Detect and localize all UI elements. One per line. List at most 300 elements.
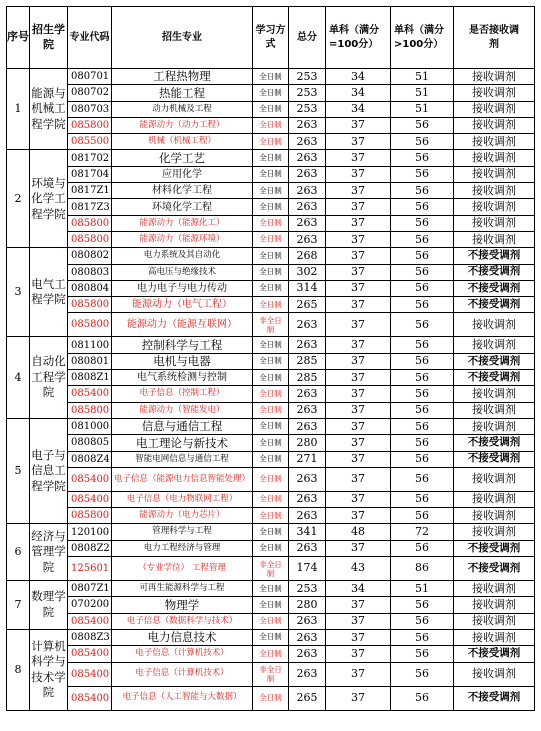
table-row <box>7 686 535 710</box>
adjust-status: 不接受调剂 <box>454 297 535 313</box>
table-row <box>7 646 535 662</box>
single-score-over-100: 56 <box>391 117 454 133</box>
major-code: 0808Z2 <box>68 540 112 556</box>
total-score: 268 <box>289 248 326 264</box>
adjust-status: 不接受调剂 <box>454 686 535 710</box>
single-score-over-100: 56 <box>391 353 454 369</box>
major-code: 120100 <box>68 524 112 540</box>
study-mode: 全日制 <box>253 248 289 264</box>
major-name: 动力机械及工程 <box>112 101 253 117</box>
college-name: 电气工程学院 <box>30 248 68 337</box>
total-score: 302 <box>289 264 326 280</box>
single-score-over-100: 56 <box>391 215 454 231</box>
single-score-100: 37 <box>326 215 391 231</box>
header-major: 招生专业 <box>112 7 253 69</box>
major-name: 环境化学工程 <box>112 199 253 215</box>
study-mode: 全日制 <box>253 524 289 540</box>
single-score-100: 37 <box>326 386 391 402</box>
major-code: 070200 <box>68 597 112 613</box>
single-score-100: 37 <box>326 613 391 629</box>
total-score: 263 <box>289 386 326 402</box>
table-row <box>7 134 535 150</box>
total-score: 263 <box>289 231 326 247</box>
major-name: 管理科学与工程 <box>112 524 253 540</box>
total-score: 263 <box>289 183 326 199</box>
study-mode: 全日制 <box>253 166 289 182</box>
total-score: 263 <box>289 646 326 662</box>
major-name: 可再生能源科学与工程 <box>112 581 253 597</box>
single-score-100: 37 <box>326 313 391 337</box>
single-score-100: 37 <box>326 353 391 369</box>
single-score-100: 37 <box>326 264 391 280</box>
total-score: 253 <box>289 101 326 117</box>
study-mode: 全日制 <box>253 418 289 434</box>
single-score-over-100: 56 <box>391 491 454 507</box>
major-name: 能源动力（动力工程） <box>112 117 253 133</box>
major-name: 材料化学工程 <box>112 183 253 199</box>
single-score-100: 37 <box>326 508 391 524</box>
study-mode: 全日制 <box>253 597 289 613</box>
study-mode: 全日制 <box>253 337 289 353</box>
row-seq: 1 <box>7 69 30 150</box>
adjust-status: 接收调剂 <box>454 662 535 686</box>
major-name: 电子信息（能源电力信息智能处理） <box>112 467 253 491</box>
single-score-over-100: 56 <box>391 248 454 264</box>
table-row <box>7 280 535 296</box>
study-mode: 全日制 <box>253 629 289 645</box>
single-score-100: 37 <box>326 337 391 353</box>
single-score-over-100: 56 <box>391 150 454 166</box>
single-score-over-100: 86 <box>391 557 454 581</box>
table-row <box>7 581 535 597</box>
total-score: 285 <box>289 370 326 386</box>
adjust-status: 接收调剂 <box>454 85 535 101</box>
header-code: 专业代码 <box>68 7 112 69</box>
single-score-100: 37 <box>326 231 391 247</box>
single-score-100: 37 <box>326 134 391 150</box>
single-score-over-100: 56 <box>391 540 454 556</box>
total-score: 263 <box>289 150 326 166</box>
major-name: 电子信息（电力物联网工程） <box>112 491 253 507</box>
major-name: 电力电子与电力传动 <box>112 280 253 296</box>
major-name: 电子信息（数据科学与技术） <box>112 613 253 629</box>
row-seq: 6 <box>7 524 30 581</box>
study-mode: 全日制 <box>253 435 289 451</box>
major-code: 085400 <box>68 491 112 507</box>
total-score: 174 <box>289 557 326 581</box>
single-score-100: 37 <box>326 597 391 613</box>
table-row <box>7 101 535 117</box>
table-row <box>7 231 535 247</box>
adjust-status: 接收调剂 <box>454 418 535 434</box>
adjust-status: 接收调剂 <box>454 629 535 645</box>
admission-table <box>6 6 535 711</box>
major-code: 080702 <box>68 85 112 101</box>
header-single-100: 单科（满分=100分） <box>326 7 391 69</box>
study-mode: 全日制 <box>253 150 289 166</box>
adjust-status: 接收调剂 <box>454 166 535 182</box>
total-score: 253 <box>289 69 326 85</box>
adjust-status: 接收调剂 <box>454 134 535 150</box>
study-mode: 全日制 <box>253 402 289 418</box>
row-seq: 8 <box>7 629 30 710</box>
major-code: 080801 <box>68 353 112 369</box>
single-score-over-100: 56 <box>391 386 454 402</box>
college-name: 能源与机械工程学院 <box>30 69 68 150</box>
study-mode: 全日制 <box>253 264 289 280</box>
single-score-100: 37 <box>326 435 391 451</box>
table-row <box>7 248 535 264</box>
table-row <box>7 117 535 133</box>
header-college: 招生学院 <box>30 7 68 69</box>
single-score-over-100: 56 <box>391 402 454 418</box>
adjust-status: 不接受调剂 <box>454 248 535 264</box>
table-row <box>7 264 535 280</box>
single-score-100: 37 <box>326 418 391 434</box>
single-score-over-100: 56 <box>391 662 454 686</box>
study-mode: 非全日 制 <box>253 557 289 581</box>
table-row <box>7 524 535 540</box>
major-code: 085800 <box>68 231 112 247</box>
study-mode: 全日制 <box>253 231 289 247</box>
major-code: 085800 <box>68 402 112 418</box>
row-seq: 3 <box>7 248 30 337</box>
table-row <box>7 69 535 85</box>
total-score: 263 <box>289 467 326 491</box>
major-code: 081100 <box>68 337 112 353</box>
study-mode: 全日制 <box>253 451 289 467</box>
single-score-over-100: 56 <box>391 264 454 280</box>
study-mode: 全日制 <box>253 370 289 386</box>
single-score-over-100: 56 <box>391 686 454 710</box>
single-score-100: 37 <box>326 467 391 491</box>
single-score-over-100: 56 <box>391 435 454 451</box>
header-row <box>7 7 535 69</box>
major-name: 电工理论与新技术 <box>112 435 253 451</box>
adjust-status: 不接受调剂 <box>454 264 535 280</box>
single-score-100: 37 <box>326 370 391 386</box>
total-score: 285 <box>289 353 326 369</box>
single-score-over-100: 51 <box>391 101 454 117</box>
single-score-100: 37 <box>326 540 391 556</box>
major-name: 热能工程 <box>112 85 253 101</box>
major-code: 080805 <box>68 435 112 451</box>
major-name: 电力系统及其自动化 <box>112 248 253 264</box>
table-row <box>7 370 535 386</box>
major-name: （专业学位） 工程管理 <box>112 557 253 581</box>
major-name: 电力信息技术 <box>112 629 253 645</box>
header-total: 总分 <box>289 7 326 69</box>
college-name: 自动化工程学院 <box>30 337 68 418</box>
major-code: 081704 <box>68 166 112 182</box>
major-code: 080701 <box>68 69 112 85</box>
major-code: 080703 <box>68 101 112 117</box>
single-score-over-100: 56 <box>391 646 454 662</box>
total-score: 280 <box>289 435 326 451</box>
single-score-over-100: 56 <box>391 418 454 434</box>
adjust-status: 接收调剂 <box>454 231 535 247</box>
study-mode: 全日制 <box>253 117 289 133</box>
single-score-100: 34 <box>326 581 391 597</box>
single-score-100: 37 <box>326 183 391 199</box>
major-name: 能源动力（能源互联网） <box>112 313 253 337</box>
adjust-status: 接收调剂 <box>454 150 535 166</box>
single-score-over-100: 56 <box>391 337 454 353</box>
total-score: 263 <box>289 215 326 231</box>
single-score-over-100: 56 <box>391 370 454 386</box>
table-row <box>7 166 535 182</box>
single-score-100: 37 <box>326 402 391 418</box>
major-name: 应用化学 <box>112 166 253 182</box>
total-score: 263 <box>289 613 326 629</box>
adjust-status: 接收调剂 <box>454 508 535 524</box>
total-score: 263 <box>289 199 326 215</box>
table-row <box>7 613 535 629</box>
adjust-status: 不接受调剂 <box>454 353 535 369</box>
table-row <box>7 85 535 101</box>
study-mode: 全日制 <box>253 467 289 491</box>
study-mode: 全日制 <box>253 101 289 117</box>
total-score: 263 <box>289 337 326 353</box>
study-mode: 全日制 <box>253 134 289 150</box>
single-score-over-100: 56 <box>391 613 454 629</box>
major-code: 080802 <box>68 248 112 264</box>
major-code: 0808Z1 <box>68 370 112 386</box>
single-score-over-100: 56 <box>391 297 454 313</box>
major-code: 085800 <box>68 508 112 524</box>
total-score: 280 <box>289 597 326 613</box>
major-code: 085400 <box>68 646 112 662</box>
single-score-over-100: 51 <box>391 85 454 101</box>
adjust-status: 接收调剂 <box>454 491 535 507</box>
single-score-over-100: 51 <box>391 69 454 85</box>
table-row <box>7 199 535 215</box>
single-score-over-100: 56 <box>391 134 454 150</box>
table-row <box>7 508 535 524</box>
table-row <box>7 451 535 467</box>
adjust-status: 不接受调剂 <box>454 540 535 556</box>
single-score-over-100: 56 <box>391 467 454 491</box>
adjust-status: 接收调剂 <box>454 313 535 337</box>
major-code: 0817Z3 <box>68 199 112 215</box>
adjust-status: 接收调剂 <box>454 101 535 117</box>
single-score-100: 37 <box>326 117 391 133</box>
major-name: 电子信息（人工智能与大数据） <box>112 686 253 710</box>
adjust-status: 接收调剂 <box>454 337 535 353</box>
table-row <box>7 215 535 231</box>
total-score: 341 <box>289 524 326 540</box>
major-name: 高电压与绝缘技术 <box>112 264 253 280</box>
table-row <box>7 150 535 166</box>
college-name: 环境与化学工程学院 <box>30 150 68 248</box>
study-mode: 全日制 <box>253 646 289 662</box>
adjust-status: 不接受调剂 <box>454 557 535 581</box>
table-row <box>7 353 535 369</box>
row-seq: 5 <box>7 418 30 523</box>
table-row <box>7 540 535 556</box>
major-name: 化学工艺 <box>112 150 253 166</box>
major-code: 085400 <box>68 467 112 491</box>
college-name: 计算机科学与技术学院 <box>30 629 68 710</box>
major-name: 能源动力（电力芯片） <box>112 508 253 524</box>
major-name: 能源动力（能源化工） <box>112 215 253 231</box>
single-score-100: 37 <box>326 629 391 645</box>
adjust-status: 接收调剂 <box>454 467 535 491</box>
table-row <box>7 313 535 337</box>
major-code: 085800 <box>68 297 112 313</box>
header-adjust: 是否接收调剂 <box>454 7 535 69</box>
total-score: 271 <box>289 451 326 467</box>
major-code: 0808Z3 <box>68 629 112 645</box>
adjust-status: 接收调剂 <box>454 581 535 597</box>
major-code: 0807Z1 <box>68 581 112 597</box>
college-name: 电子与信息工程学院 <box>30 418 68 523</box>
total-score: 263 <box>289 117 326 133</box>
major-name: 电力工程经济与管理 <box>112 540 253 556</box>
major-code: 085400 <box>68 662 112 686</box>
single-score-100: 48 <box>326 524 391 540</box>
single-score-over-100: 56 <box>391 451 454 467</box>
major-name: 电气系统检测与控制 <box>112 370 253 386</box>
single-score-over-100: 56 <box>391 166 454 182</box>
adjust-status: 不接受调剂 <box>454 370 535 386</box>
study-mode: 非全日 制 <box>253 662 289 686</box>
single-score-100: 37 <box>326 451 391 467</box>
major-code: 085800 <box>68 215 112 231</box>
total-score: 263 <box>289 662 326 686</box>
study-mode: 全日制 <box>253 183 289 199</box>
header-mode: 学习方式 <box>253 7 289 69</box>
major-name: 能源动力（电气工程） <box>112 297 253 313</box>
single-score-100: 37 <box>326 662 391 686</box>
major-name: 电子信息（计算机技术） <box>112 662 253 686</box>
adjust-status: 接收调剂 <box>454 183 535 199</box>
major-code: 080804 <box>68 280 112 296</box>
single-score-100: 37 <box>326 150 391 166</box>
major-name: 智能电网信息与通信工程 <box>112 451 253 467</box>
single-score-100: 37 <box>326 166 391 182</box>
total-score: 253 <box>289 581 326 597</box>
major-code: 085800 <box>68 313 112 337</box>
single-score-over-100: 56 <box>391 231 454 247</box>
study-mode: 全日制 <box>253 386 289 402</box>
study-mode: 全日制 <box>253 199 289 215</box>
major-code: 080803 <box>68 264 112 280</box>
total-score: 263 <box>289 166 326 182</box>
table-row <box>7 662 535 686</box>
major-code: 085400 <box>68 386 112 402</box>
total-score: 263 <box>289 418 326 434</box>
major-code: 125601 <box>68 557 112 581</box>
table-row <box>7 597 535 613</box>
college-name: 经济与管理学院 <box>30 524 68 581</box>
single-score-100: 37 <box>326 646 391 662</box>
table-row <box>7 557 535 581</box>
single-score-100: 34 <box>326 85 391 101</box>
adjust-status: 不接受调剂 <box>454 280 535 296</box>
table-row <box>7 337 535 353</box>
single-score-over-100: 56 <box>391 280 454 296</box>
study-mode: 全日制 <box>253 280 289 296</box>
adjust-status: 接收调剂 <box>454 524 535 540</box>
adjust-status: 接收调剂 <box>454 597 535 613</box>
table-row <box>7 386 535 402</box>
major-name: 电子信息（控制工程） <box>112 386 253 402</box>
single-score-100: 37 <box>326 280 391 296</box>
single-score-100: 34 <box>326 101 391 117</box>
major-name: 控制科学与工程 <box>112 337 253 353</box>
major-code: 081000 <box>68 418 112 434</box>
total-score: 263 <box>289 491 326 507</box>
study-mode: 全日制 <box>253 353 289 369</box>
study-mode: 全日制 <box>253 85 289 101</box>
table-row <box>7 418 535 434</box>
total-score: 263 <box>289 134 326 150</box>
header-single-over-100: 单科（满分>100分） <box>391 7 454 69</box>
adjust-status: 接收调剂 <box>454 386 535 402</box>
adjust-status: 接收调剂 <box>454 69 535 85</box>
single-score-100: 37 <box>326 248 391 264</box>
total-score: 263 <box>289 540 326 556</box>
table-row <box>7 629 535 645</box>
major-code: 085800 <box>68 117 112 133</box>
table-row <box>7 402 535 418</box>
major-code: 085400 <box>68 686 112 710</box>
adjust-status: 不接受调剂 <box>454 451 535 467</box>
single-score-over-100: 72 <box>391 524 454 540</box>
table-row <box>7 297 535 313</box>
study-mode: 全日制 <box>253 508 289 524</box>
single-score-100: 37 <box>326 297 391 313</box>
major-name: 信息与通信工程 <box>112 418 253 434</box>
table-row <box>7 467 535 491</box>
total-score: 314 <box>289 280 326 296</box>
college-name: 数理学院 <box>30 581 68 630</box>
adjust-status: 不接受调剂 <box>454 646 535 662</box>
table-row <box>7 435 535 451</box>
major-code: 085400 <box>68 613 112 629</box>
adjust-status: 接收调剂 <box>454 402 535 418</box>
major-name: 能源动力（能源环境） <box>112 231 253 247</box>
adjust-status: 接收调剂 <box>454 613 535 629</box>
total-score: 253 <box>289 85 326 101</box>
major-name: 工程热物理 <box>112 69 253 85</box>
study-mode: 全日制 <box>253 69 289 85</box>
major-code: 081702 <box>68 150 112 166</box>
total-score: 263 <box>289 313 326 337</box>
single-score-over-100: 56 <box>391 313 454 337</box>
major-name: 能源动力（智能发电） <box>112 402 253 418</box>
single-score-over-100: 56 <box>391 199 454 215</box>
total-score: 263 <box>289 629 326 645</box>
single-score-100: 43 <box>326 557 391 581</box>
major-name: 电机与电器 <box>112 353 253 369</box>
adjust-status: 接收调剂 <box>454 117 535 133</box>
row-seq: 2 <box>7 150 30 248</box>
total-score: 263 <box>289 402 326 418</box>
single-score-100: 37 <box>326 199 391 215</box>
adjust-status: 接收调剂 <box>454 199 535 215</box>
major-code: 0817Z1 <box>68 183 112 199</box>
single-score-100: 37 <box>326 686 391 710</box>
header-seq: 序号 <box>7 7 30 69</box>
study-mode: 全日制 <box>253 540 289 556</box>
adjust-status: 接收调剂 <box>454 215 535 231</box>
single-score-over-100: 56 <box>391 183 454 199</box>
total-score: 265 <box>289 297 326 313</box>
row-seq: 7 <box>7 581 30 630</box>
major-code: 085500 <box>68 134 112 150</box>
